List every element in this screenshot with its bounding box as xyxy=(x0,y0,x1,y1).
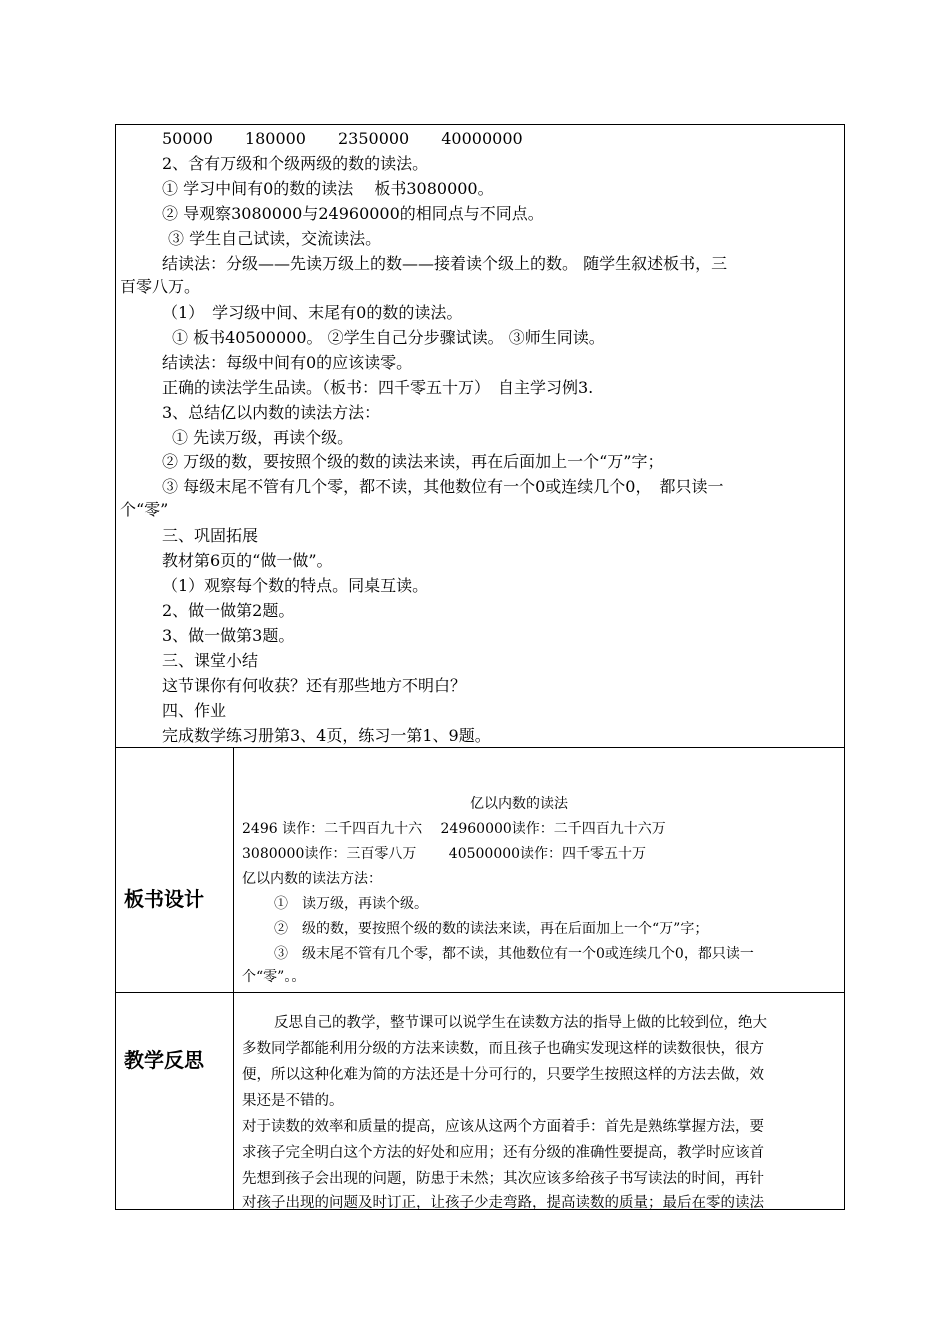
board-design-row xyxy=(116,748,844,993)
lesson-line: ① 先读万级，再读个级。 xyxy=(172,428,354,447)
reflection-line: 求孩子完全明白这个方法的好处和应用；还有分级的准确性要提高，教学时应该首 xyxy=(242,1145,764,1161)
board-design-content xyxy=(234,748,844,992)
reflection-line: 便，所以这种化难为简的方法还是十分可行的，只要学生按照这样的方法去做，效 xyxy=(242,1067,764,1083)
lesson-process-cell xyxy=(116,125,844,748)
lesson-line: 完成数学练习册第3、4页，练习一第1、9题。 xyxy=(162,726,491,745)
lesson-line: 3、总结亿以内数的读法方法： xyxy=(162,403,381,422)
section-heading: 三、课堂小结 xyxy=(162,651,259,670)
lesson-line: 2、做一做第2题。 xyxy=(162,601,295,620)
lesson-line: （1） 学习级中间、末尾有0的数的读法。 xyxy=(162,303,463,322)
reflection-line: 先想到孩子会出现的问题，防患于未然；其次应该多给孩子书写读法的时间，再针 xyxy=(242,1171,764,1187)
board-line: 3080000读作：三百零八万 40500000读作：四千零五十万 xyxy=(242,846,647,862)
lesson-line: ② 导观察3080000与24960000的相同点与不同点。 xyxy=(162,204,544,223)
lesson-line: 个“零” xyxy=(120,500,169,519)
lesson-line: 教材第6页的“做一做”。 xyxy=(162,551,333,570)
section-heading: 三、巩固拓展 xyxy=(162,526,259,545)
lesson-line: （1）观察每个数的特点。同桌互读。 xyxy=(162,576,429,595)
reflection-line: 果还是不错的。 xyxy=(242,1093,344,1109)
lesson-line: 百零八万。 xyxy=(120,277,201,296)
board-design-label-cell xyxy=(116,748,234,992)
board-design-label: 板书设计 xyxy=(124,887,204,911)
reflection-line: 多数同学都能利用分级的方法来读数，而且孩子也确实发现这样的读数很快，很方 xyxy=(242,1041,764,1057)
teaching-reflection-row xyxy=(116,993,844,1209)
lesson-line: ① 学习中间有0的数的读法 板书3080000。 xyxy=(162,179,494,198)
board-line: ③ 级末尾不管有几个零，都不读，其他数位有一个0或连续几个0，都只读一 xyxy=(274,946,754,962)
lesson-line: 这节课你有何收获？还有那些地方不明白？ xyxy=(162,676,467,695)
board-line: ① 读万级，再读个级。 xyxy=(274,896,428,912)
lesson-table xyxy=(115,124,845,1210)
lesson-line: ③ 每级末尾不管有几个零，都不读，其他数位有一个0或连续几个0， 都只读一 xyxy=(162,477,724,496)
lesson-line: 结读法：每级中间有0的应该读零。 xyxy=(162,353,413,372)
lesson-line: 2、含有万级和个级两级的数的读法。 xyxy=(162,154,429,173)
reflection-content xyxy=(234,993,844,1209)
number-examples-line: 50000 180000 2350000 40000000 xyxy=(162,129,523,148)
board-line: 亿以内数的读法方法： xyxy=(242,871,382,887)
lesson-line: 3、做一做第3题。 xyxy=(162,626,295,645)
lesson-line: 正确的读法学生品读。（板书：四千零五十万） 自主学习例3. xyxy=(162,378,594,397)
lesson-line: ② 万级的数，要按照个级的数的读法来读，再在后面加上一个“万”字； xyxy=(162,452,664,471)
lesson-line: ① 板书40500000。 ②学生自己分步骤试读。 ③师生同读。 xyxy=(172,328,605,347)
section-heading: 四、作业 xyxy=(162,701,227,720)
board-line: 2496 读作：二千四百九十六 24960000读作：二千四百九十六万 xyxy=(242,821,666,837)
reflection-label: 教学反思 xyxy=(124,1048,204,1072)
board-title: 亿以内数的读法 xyxy=(470,796,568,812)
lesson-line: ③ 学生自己试读，交流读法。 xyxy=(168,229,382,248)
reflection-line: 对孩子出现的问题及时订正，让孩子少走弯路，提高读数的质量；最后在零的读法 xyxy=(242,1195,764,1211)
reflection-line: 对于读数的效率和质量的提高，应该从这两个方面着手：首先是熟练掌握方法，要 xyxy=(242,1119,764,1135)
board-line: 个“零”。。 xyxy=(242,969,306,985)
board-line: ② 级的数，要按照个级的数的读法来读，再在后面加上一个“万”字； xyxy=(274,921,709,937)
lesson-line: 结读法：分级——先读万级上的数——接着读个级上的数。 随学生叙述板书，三 xyxy=(162,254,728,273)
reflection-line: 反思自己的教学，整节课可以说学生在读数方法的指导上做的比较到位，绝大 xyxy=(274,1015,767,1031)
reflection-label-cell xyxy=(116,993,234,1209)
